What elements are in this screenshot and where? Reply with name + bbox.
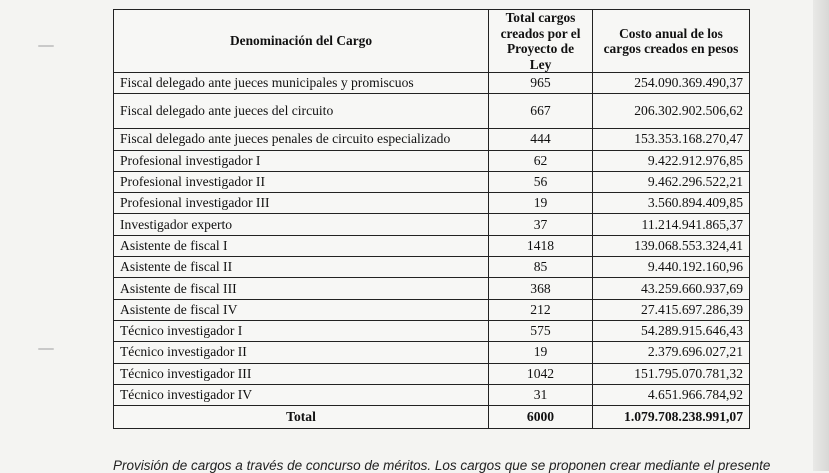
- total-label: Total: [114, 406, 489, 429]
- cell-cargo: Técnico investigador III: [114, 363, 489, 384]
- cell-costo: 139.068.553.324,41: [593, 235, 750, 256]
- cargos-table: [113, 9, 750, 429]
- cell-cargo: Asistente de fiscal IV: [114, 299, 489, 320]
- cell-total: 575: [489, 320, 593, 341]
- page-edge-shadow: [813, 0, 829, 471]
- cell-cargo: Profesional investigador III: [114, 193, 489, 214]
- cell-cargo: Técnico investigador IV: [114, 384, 489, 405]
- cell-costo: 43.259.660.937,69: [593, 278, 750, 299]
- table-row: [114, 278, 750, 299]
- cell-total: 85: [489, 257, 593, 278]
- cell-costo: 9.440.192.160,96: [593, 257, 750, 278]
- table-row: [114, 129, 750, 150]
- header-denominacion: Denominación del Cargo: [114, 10, 489, 73]
- cell-total: 19: [489, 342, 593, 363]
- cell-cargo: Asistente de fiscal II: [114, 257, 489, 278]
- total-count: 6000: [489, 406, 593, 429]
- header-row: [114, 10, 750, 73]
- margin-mark: [38, 348, 54, 350]
- cell-cargo: Profesional investigador II: [114, 171, 489, 192]
- cell-costo: 206.302.902.506,62: [593, 94, 750, 129]
- cell-costo: 153.353.168.270,47: [593, 129, 750, 150]
- cell-costo: 9.422.912.976,85: [593, 150, 750, 171]
- table-row: [114, 150, 750, 171]
- cell-cargo: Fiscal delegado ante jueces municipales y promiscuos: [114, 73, 489, 94]
- cell-cargo: Asistente de fiscal I: [114, 235, 489, 256]
- cell-costo: 151.795.070.781,32: [593, 363, 750, 384]
- cell-cargo: Técnico investigador I: [114, 320, 489, 341]
- cell-costo: 54.289.915.646,43: [593, 320, 750, 341]
- cell-total: 62: [489, 150, 593, 171]
- table-row: [114, 214, 750, 235]
- table-row: [114, 257, 750, 278]
- cell-total: 37: [489, 214, 593, 235]
- cell-total: 667: [489, 94, 593, 129]
- cell-costo: 9.462.296.522,21: [593, 171, 750, 192]
- cell-cargo: Técnico investigador II: [114, 342, 489, 363]
- table-row: [114, 320, 750, 341]
- cell-costo: 4.651.966.784,92: [593, 384, 750, 405]
- header-total-cargos: Total cargos creados por el Proyecto de Ley: [489, 10, 593, 73]
- table-row: [114, 235, 750, 256]
- cell-cargo: Investigador experto: [114, 214, 489, 235]
- cell-total: 1418: [489, 235, 593, 256]
- footer-paragraph: Provisión de cargos a través de concurso de méritos. Los cargos que se proponen crear mediante el presente: [113, 458, 771, 473]
- table-row: [114, 384, 750, 405]
- cell-costo: 3.560.894.409,85: [593, 193, 750, 214]
- cell-total: 212: [489, 299, 593, 320]
- header-costo-anual: Costo anual de los cargos creados en pesos: [593, 10, 750, 73]
- table-row: [114, 363, 750, 384]
- cell-total: 19: [489, 193, 593, 214]
- cell-total: 368: [489, 278, 593, 299]
- total-row: [114, 406, 750, 429]
- table-row: [114, 171, 750, 192]
- cell-cargo: Fiscal delegado ante jueces penales de circuito especializado: [114, 129, 489, 150]
- cell-costo: 2.379.696.027,21: [593, 342, 750, 363]
- table-row: [114, 342, 750, 363]
- table-row: [114, 73, 750, 94]
- cell-cargo: Profesional investigador I: [114, 150, 489, 171]
- cell-costo: 11.214.941.865,37: [593, 214, 750, 235]
- cell-costo: 254.090.369.490,37: [593, 73, 750, 94]
- cell-costo: 27.415.697.286,39: [593, 299, 750, 320]
- cell-cargo: Fiscal delegado ante jueces del circuito: [114, 94, 489, 129]
- margin-mark: [38, 45, 54, 47]
- cell-total: 56: [489, 171, 593, 192]
- cell-total: 444: [489, 129, 593, 150]
- table-row: [114, 193, 750, 214]
- cell-total: 965: [489, 73, 593, 94]
- cell-total: 31: [489, 384, 593, 405]
- table-row: [114, 94, 750, 129]
- cell-cargo: Asistente de fiscal III: [114, 278, 489, 299]
- cell-total: 1042: [489, 363, 593, 384]
- table-row: [114, 299, 750, 320]
- total-cost: 1.079.708.238.991,07: [593, 406, 750, 429]
